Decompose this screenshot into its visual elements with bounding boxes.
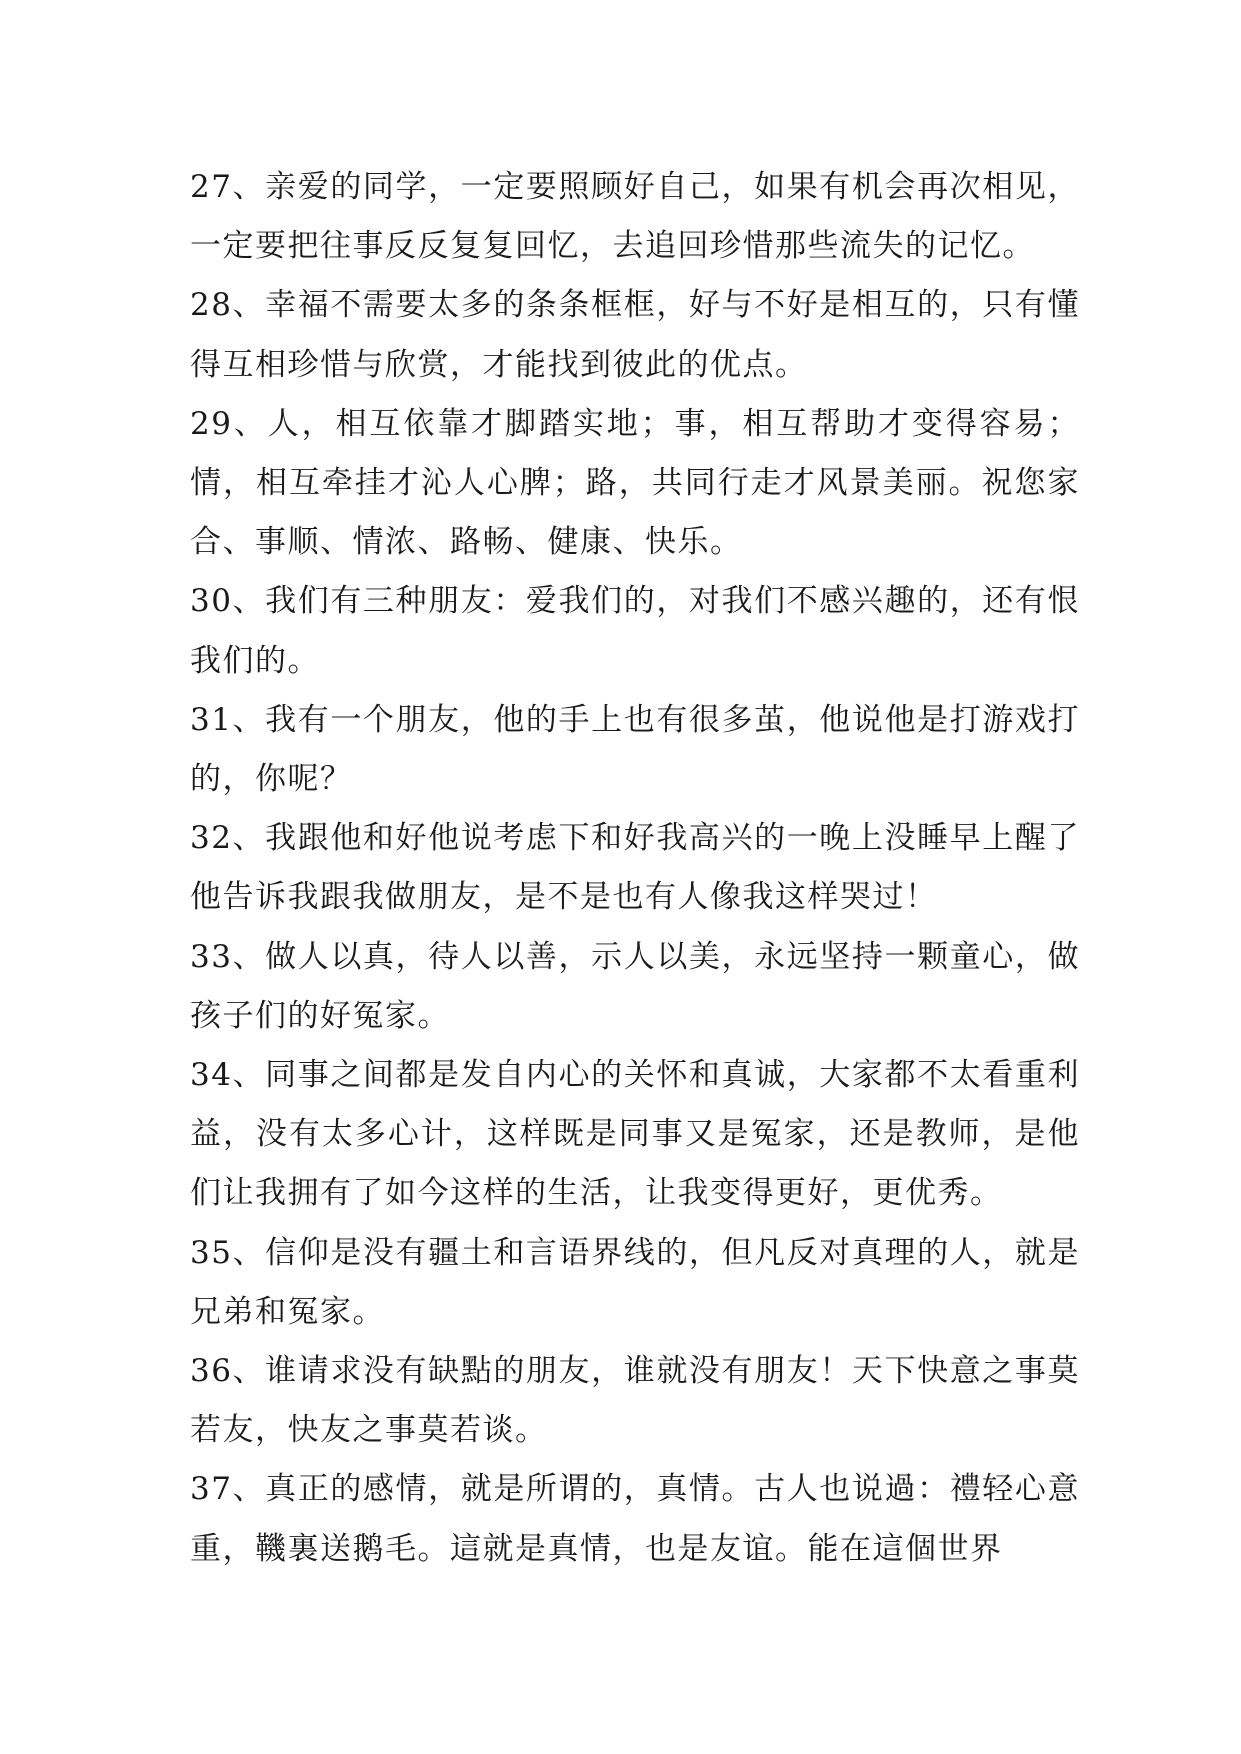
entry-35: 35、信仰是没有疆土和言语界线的，但凡反对真理的人，就是兄弟和冤家。 [190, 1234, 1080, 1330]
entry-32: 32、我跟他和好他说考虑下和好我高兴的一晚上没睡早上醒了他告诉我跟我做朋友，是不是也有人像我这样哭过！ [190, 820, 1080, 916]
entry-30: 30、我们有三种朋友：爱我们的，对我们不感兴趣的，还有恨我们的。 [190, 583, 1080, 679]
entry-27: 27、亲爱的同学，一定要照顾好自己，如果有机会再次相见，一定要把往事反反复复回忆，去追回珍惜那些流失的记忆。 [190, 169, 1080, 265]
entry-34: 34、同事之间都是发自内心的关怀和真诚，大家都不太看重利益，没有太多心计，这样既是同事又是冤家，还是教师，是他们让我拥有了如今这样的生活，让我变得更好，更优秀。 [190, 1057, 1080, 1212]
entry-36: 36、谁请求没有缺點的朋友，谁就没有朋友！天下快意之事莫若友，快友之事莫若谈。 [190, 1353, 1080, 1449]
entry-37: 37、真正的感情，就是所谓的，真情。古人也说過：禮轻心意重，鞿裏送鹅毛。這就是真情，也是友谊。能在這個世界 [190, 1471, 1080, 1567]
entry-33: 33、做人以真，待人以善，示人以美，永远坚持一颗童心，做孩子们的好冤家。 [190, 938, 1080, 1034]
document-body [190, 158, 1080, 1579]
entry-31: 31、我有一个朋友，他的手上也有很多茧，他说他是打游戏打的，你呢？ [190, 701, 1080, 798]
entry-29: 29、人，相互依靠才脚踏实地；事，相互帮助才变得容易；情，相互牵挂才沁人心脾；路，共同行走才风景美丽。祝您家合、事顺、情浓、路畅、健康、快乐。 [190, 405, 1080, 561]
entry-28: 28、幸福不需要太多的条条框框，好与不好是相互的，只有懂得互相珍惜与欣赏，才能找到彼此的优点。 [190, 287, 1080, 383]
